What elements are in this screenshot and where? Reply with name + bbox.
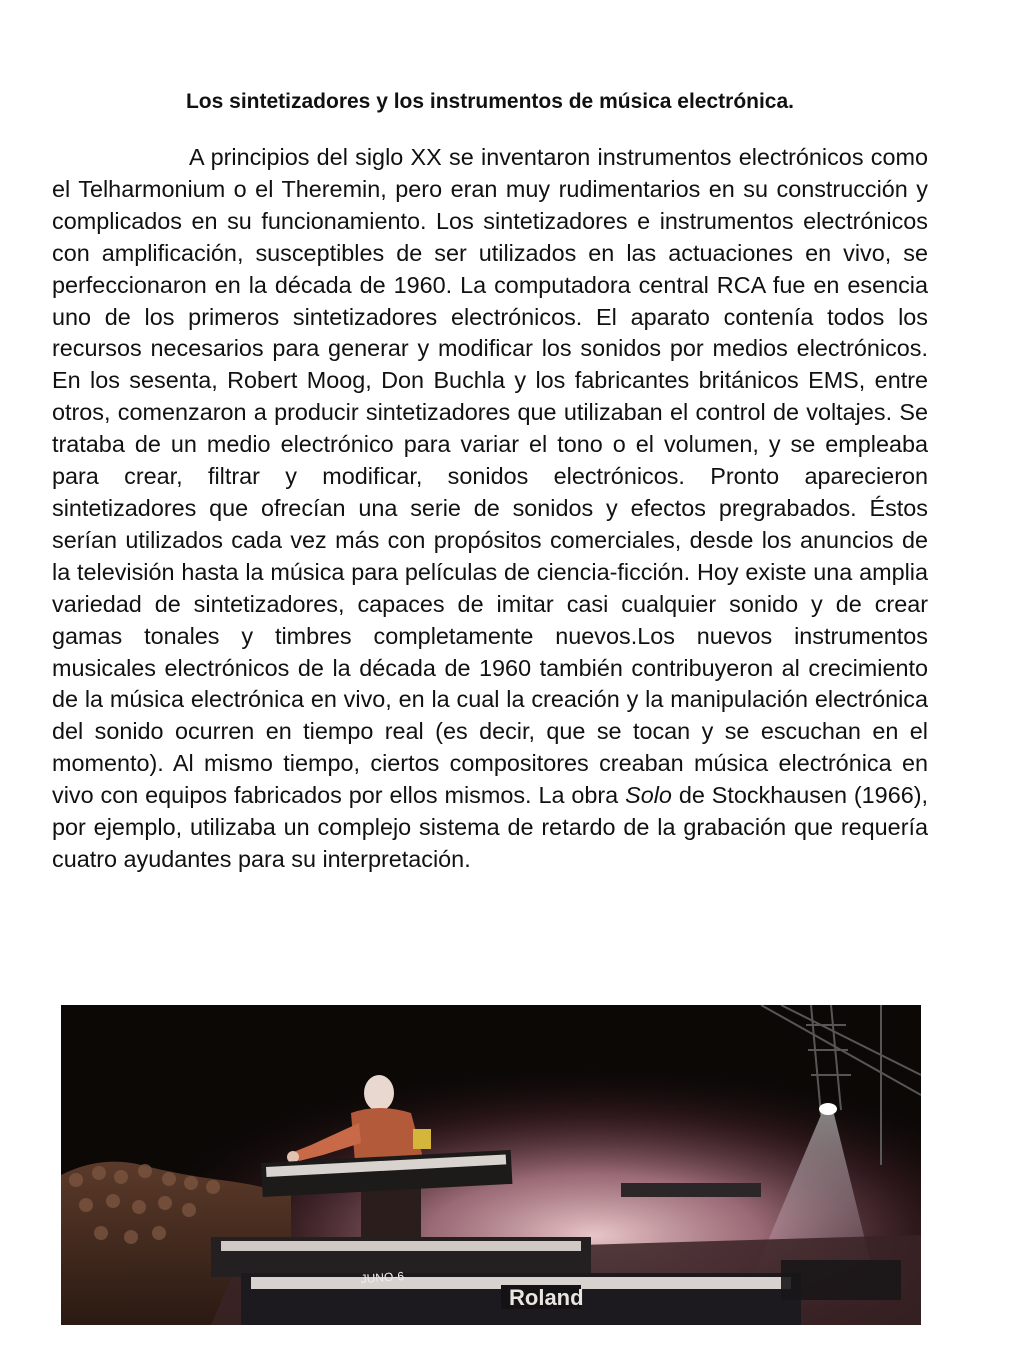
body-paragraph: [52, 142, 928, 876]
keyboard-model: JUNO-6: [360, 1269, 405, 1286]
document-title: Los sintetizadores y los instrumentos de música electrónica.: [185, 90, 794, 113]
concert-photo-illustration: [61, 1005, 921, 1325]
concert-photo: [61, 1005, 921, 1325]
equipment-rack: [781, 1260, 901, 1300]
paragraph-text-part-2: de Stockhausen (1966), por ejemplo, utilizaba un complejo sistema de retardo de la grabación que requería cuatro ayudantes para su interpretación.: [52, 782, 928, 872]
work-title-solo: Solo: [625, 782, 672, 809]
keyboard-brand: Roland: [509, 1285, 584, 1310]
paragraph-text-part-1: A principios del siglo XX se inventaron instrumentos electrónicos como el Telharmonium o el Theremin, pero eran muy rudimentarios en su construcción y complicados en su funcionamiento. Los sintetizadores e instrumentos electrónicos con amplificación, susceptibles de ser utilizados en las actuaciones en vivo, se perfeccionaron en la década de 1960. La computadora central RCA fue en esencia uno de los primeros sintetizadores electrónicos. El aparato contenía todos los recursos necesarios para generar y modificar los sonidos por medios electrónicos. En los sesenta, Robert Moog, Don Buchla y los fabricantes británicos EMS, entre otros, comenzaron a producir sintetizadores que utilizaban el control de voltajes. Se trataba de un medio electrónico para variar el tono o el volumen, y se empleaba para crear, filtrar y modificar, sonidos electrónicos. Pronto aparecieron sintetizadores que ofrecían una serie de sonidos y efectos pregrabados. Éstos serían utilizados cada vez más con propósitos comerciales, desde los anuncios de la televisión hasta la música para películas de ciencia-ficción. Hoy existe una amplia variedad de sintetizadores, capaces de imitar casi cualquier sonido y de crear gamas tonales y timbres completamente nuevos.Los nuevos instrumentos musicales electrónicos de la década de 1960 también contribuyeron al crecimiento de la música electrónica en vivo, en la cual la creación y la manipulación electrónica del sonido ocurren en tiempo real (es decir, que se tocan y se escuchan en el momento). Al mismo tiempo, ciertos compositores creaban música electrónica en vivo con equipos fabricados por ellos mismos. La obra: [52, 144, 928, 809]
spotlight: [819, 1103, 837, 1115]
